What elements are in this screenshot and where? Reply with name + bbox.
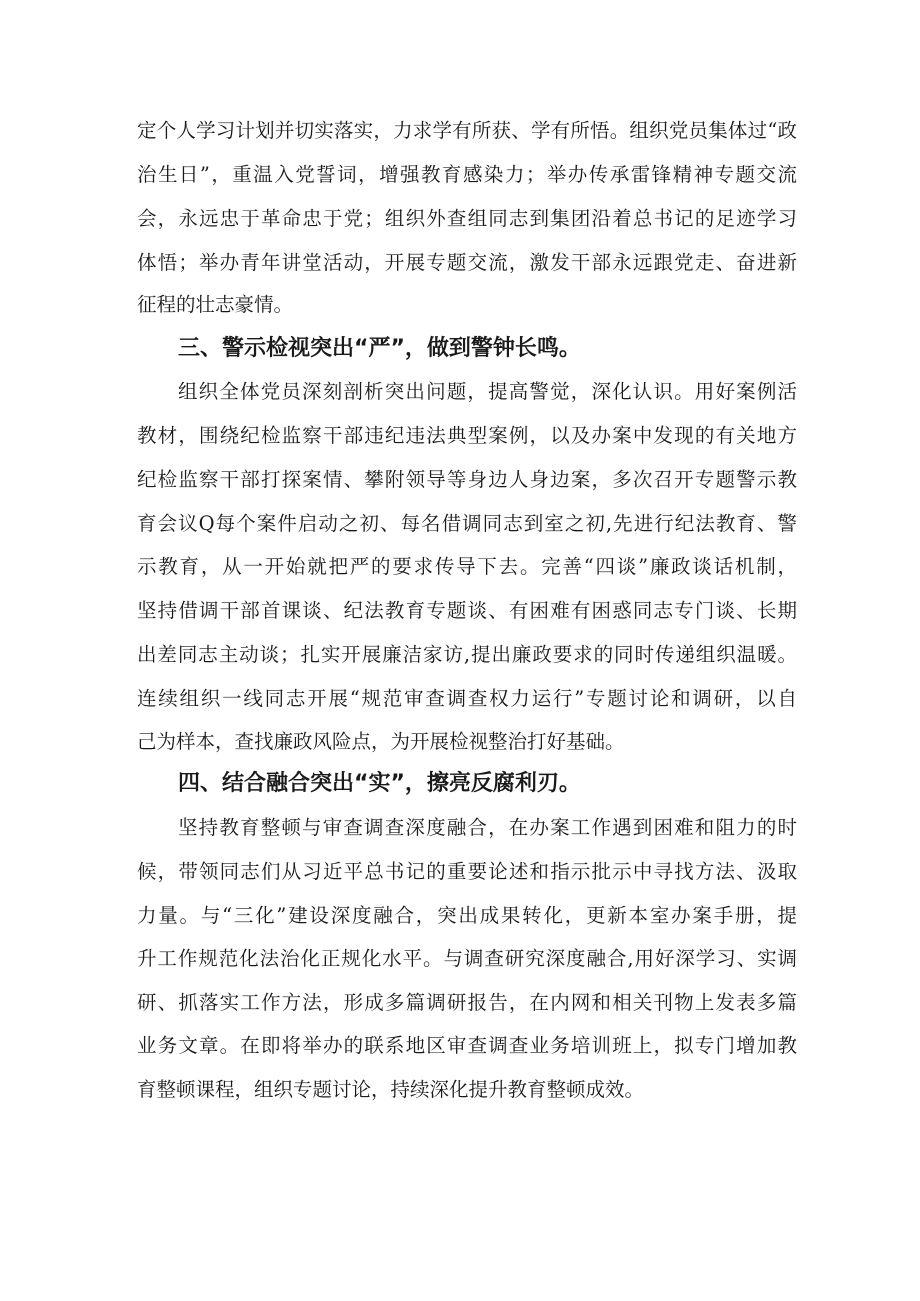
paragraph-line: 治生日”，重温入党誓词，增强教育感染力；举办传承雷锋精神专题交流	[137, 163, 797, 186]
paragraph-line: 研、抓落实工作方法，形成多篇调研报告，在内网和相关刊物上发表多篇	[137, 991, 797, 1014]
section-heading: 四、结合融合突出“实”，擦亮反腐利刃。	[178, 771, 581, 796]
paragraph-line: 组织全体党员深刻剖析突出问题，提高警觉，深化认识。用好案例活	[178, 380, 797, 403]
section-heading: 三、警示检视突出“严”，做到警钟长鸣。	[178, 336, 581, 361]
paragraph-line: 纪检监察干部打探案情、攀附领导等身边人身边案，多次召开专题警示教	[137, 468, 797, 491]
paragraph-line: 业务文章。在即将举办的联系地区审查调查业务培训班上，拟专门增加教	[137, 1034, 797, 1057]
paragraph-line: 候，带领同志们从习近平总书记的重要论述和指示批示中寻找方法、汲取	[137, 860, 797, 883]
paragraph-line: 育会议Q每个案件启动之初、每名借调同志到室之初,先进行纪法教育、警	[137, 512, 797, 535]
paragraph-line: 升工作规范化法治化正规化水平。与调查研究深度融合,用好深学习、实调	[137, 947, 797, 970]
paragraph-line: 示教育，从一开始就把严的要求传导下去。完善“四谈”廉政谈话机制，	[137, 555, 797, 578]
paragraph-line: 连续组织一线同志开展“规范审查调查权力运行”专题讨论和调研，以自	[137, 687, 797, 710]
paragraph-line: 坚持借调干部首课谈、纪法教育专题谈、有困难有困惑同志专门谈、长期	[137, 599, 797, 622]
paragraph-line: 己为样本，查找廉政风险点，为开展检视整治打好基础。	[137, 730, 625, 753]
paragraph-line: 坚持教育整顿与审查调查深度融合，在办案工作遇到困难和阻力的时	[178, 816, 797, 839]
paragraph-line: 定个人学习计划并切实落实，力求学有所获、学有所悟。组织党员集体过“政	[137, 119, 797, 142]
paragraph-line: 出差同志主动谈；扎实开展廉洁家访,提出廉政要求的同时传递组织温暖。	[137, 643, 797, 666]
paragraph-line: 教材，围绕纪检监察干部违纪违法典型案例，以及办案中发现的有关地方	[137, 424, 797, 447]
paragraph-line: 征程的壮志豪情。	[137, 293, 294, 316]
paragraph-line: 会，永远忠于革命忠于党；组织外查组同志到集团沿着总书记的足迹学习	[137, 207, 797, 230]
paragraph-line: 力量。与“三化”建设深度融合，突出成果转化，更新本室办案手册，提	[137, 904, 797, 927]
paragraph-line: 体悟；举办青年讲堂活动，开展专题交流，激发干部永远跟党走、奋进新	[137, 251, 797, 274]
paragraph-line: 育整顿课程，组织专题讨论，持续深化提升教育整顿成效。	[137, 1078, 645, 1101]
